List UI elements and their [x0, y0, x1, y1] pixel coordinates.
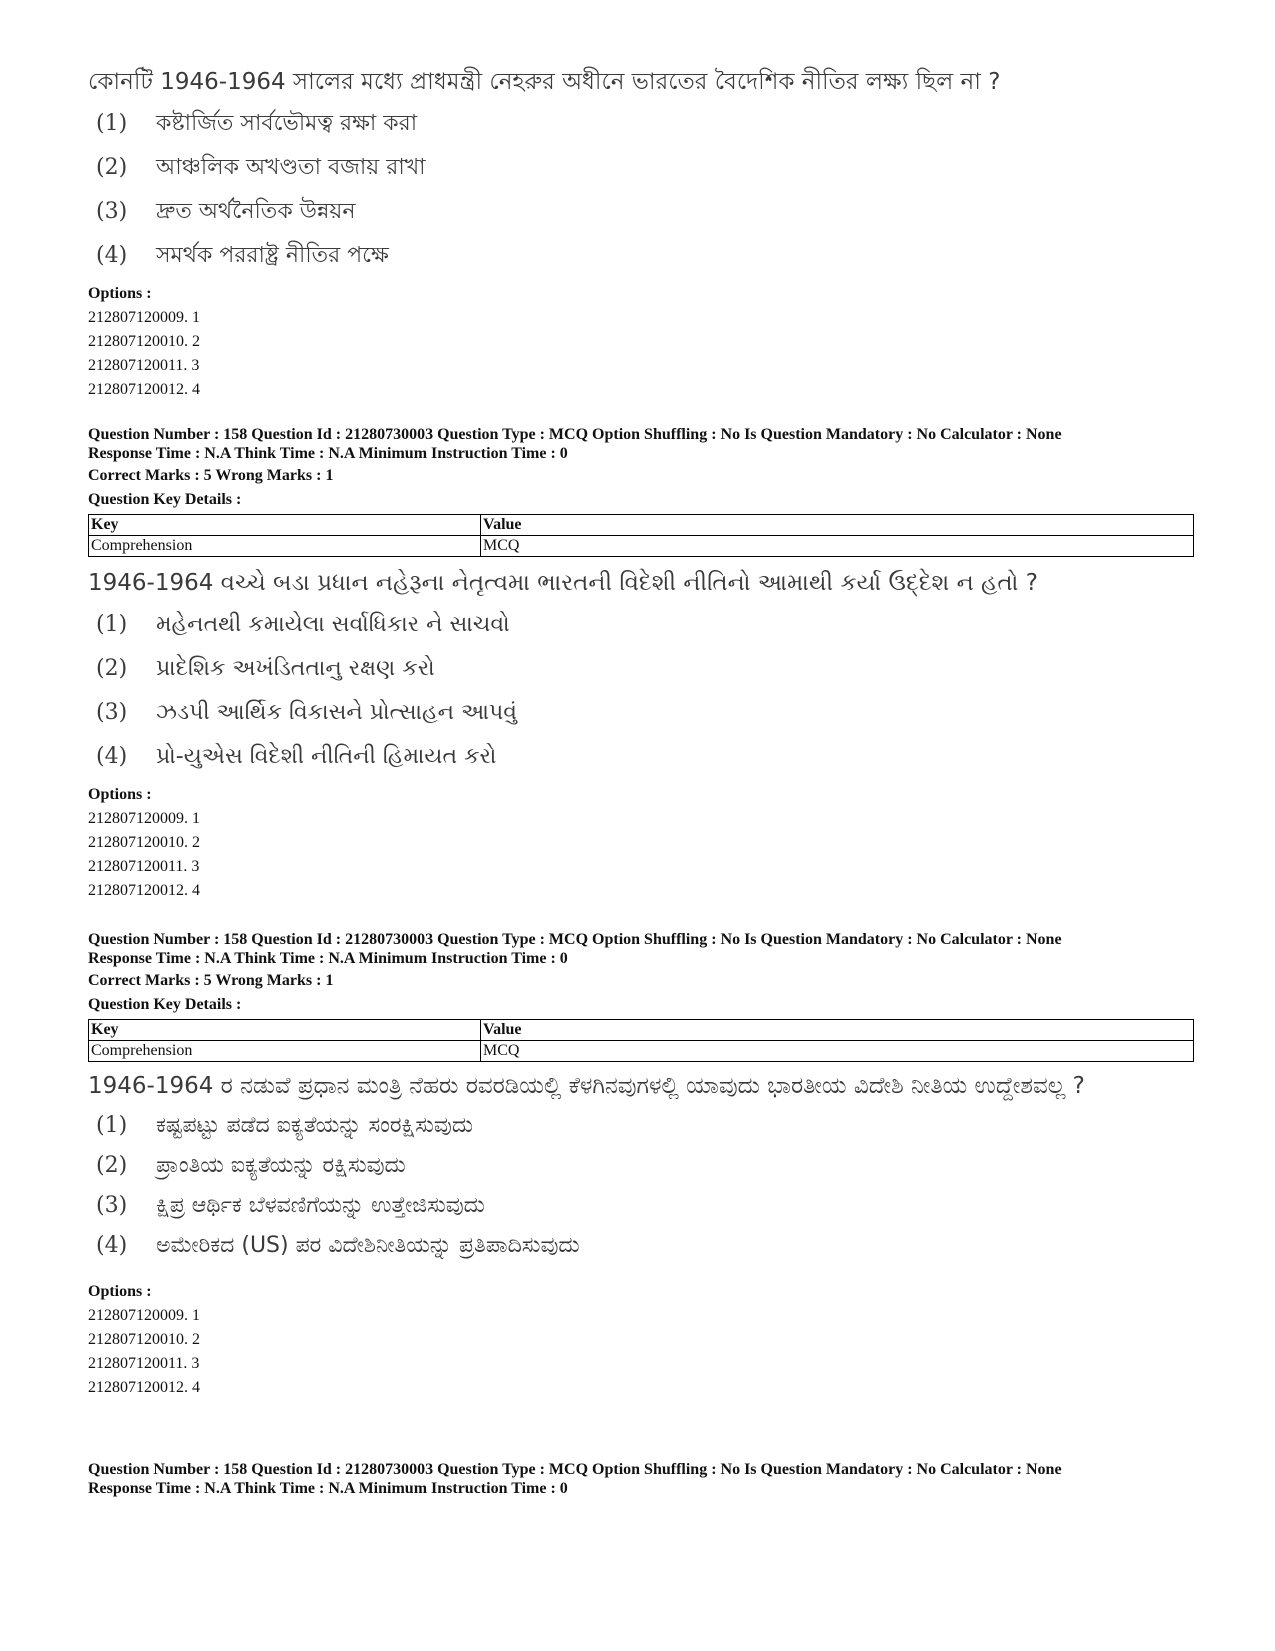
choice-number: (4) [96, 1233, 128, 1258]
choice-number: (3) [96, 1193, 128, 1218]
choice-text: ઝડપી આર્થિક વિકાસને પ્રોત્સાહન આપવું [156, 700, 517, 725]
option-id: 212807120009. 1 [88, 309, 200, 326]
option-id: 212807120011. 3 [88, 357, 200, 374]
choice-item [88, 691, 1208, 735]
table-header-row [89, 1020, 1194, 1041]
choice-number: (1) [96, 612, 128, 637]
option-id: 212807120011. 3 [88, 1355, 200, 1372]
question-meta-line: Question Number : 158 Question Id : 21280730003 Question Type : MCQ Option Shuffling : No Is Question Mandatory : No Calculator : None [88, 931, 1062, 948]
choice-text: ಕ್ಷಿಪ್ರ ಆರ್ಥಿಕ ಬೆಳವಣಿಗೆಯನ್ನು ಉತ್ತೇಜಿಸುವುದು [156, 1193, 485, 1218]
option-id: 212807120009. 1 [88, 810, 200, 827]
table-row [89, 536, 1194, 557]
choice-item [88, 234, 1208, 278]
choice-text: ಅಮೇರಿಕದ (US) ಪರ ವಿದೇಶಿನೀತಿಯನ್ನು ಪ್ರತಿಪಾದಿಸುವುದು [156, 1233, 580, 1258]
question-meta-line: Question Number : 158 Question Id : 21280730003 Question Type : MCQ Option Shuffling : No Is Question Mandatory : No Calculator : None [88, 426, 1062, 443]
choice-item [88, 146, 1208, 190]
table-header-key: Key [89, 515, 481, 536]
key-details-label: Question Key Details : [88, 996, 242, 1013]
choice-text: দ্রুত অর্থনৈতিক উন্নয়ন [156, 199, 356, 224]
choice-text: મહેનતથી કમાયેલા સર્વાધિકાર ને સાચવો [156, 612, 510, 637]
table-header-value: Value [481, 515, 1194, 536]
choice-text: ಕಷ್ಟಪಟ್ಟು ಪಡೆದ ಐಕ್ಯತೆಯನ್ನು ಸಂರಕ್ಷಿಸುವುದು [156, 1113, 474, 1138]
table-cell-value: MCQ [481, 1041, 1194, 1062]
choice-item [88, 1226, 1208, 1266]
choice-number: (1) [96, 111, 128, 136]
question-text: 1946-1964 ರ ನಡುವೆ ಪ್ರಧಾನ ಮಂತ್ರಿ ನೆಹರು ರವರಡಿಯಲ್ಲಿ ಕೆಳಗಿನವುಗಳಲ್ಲಿ ಯಾವುದು ಭಾರತೀಯ ವಿದೇಶಿ ನೀತಿಯ ಉದ್ದೇಶವಲ್ಲ ? [88, 1073, 1085, 1099]
choice-number: (2) [96, 155, 128, 180]
choice-text: আঞ্চলিক অখণ্ডতা বজায় রাখা [156, 155, 426, 180]
choice-number: (1) [96, 1113, 128, 1138]
choice-item [88, 102, 1208, 146]
option-id: 212807120009. 1 [88, 1307, 200, 1324]
question-block-gujarati [88, 425, 1208, 903]
choice-text: પ્રો-યુએસ વિદેશી નીતિની હિમાયત કરો [156, 744, 497, 769]
options-label: Options : [88, 1283, 152, 1300]
table-row [89, 1041, 1194, 1062]
choice-number: (4) [96, 744, 128, 769]
choice-list [88, 1106, 1208, 1266]
table-cell-key: Comprehension [89, 1041, 481, 1062]
table-cell-value: MCQ [481, 536, 1194, 557]
table-cell-key: Comprehension [89, 536, 481, 557]
question-text: কোনটি 1946-1964 সালের মধ্যে প্রাধমন্ত্রী নেহরুর অধীনে ভারতের বৈদেশিক নীতির লক্ষ্য ছিল না ? [88, 69, 1001, 95]
choice-item [88, 647, 1208, 691]
choice-number: (2) [96, 656, 128, 681]
choice-number: (3) [96, 700, 128, 725]
response-time-line: Response Time : N.A Think Time : N.A Minimum Instruction Time : 0 [88, 445, 568, 462]
choice-number: (3) [96, 199, 128, 224]
question-text: 1946-1964 વચ્ચે બડા પ્રધાન નહેરૂના નેતૃત્વમા ભારતની વિદેશી નીતિનો આમાથી કર્યા ઉદ્દેશ ન હતો ? [88, 570, 1038, 596]
option-id: 212807120012. 4 [88, 381, 200, 398]
response-time-line: Response Time : N.A Think Time : N.A Minimum Instruction Time : 0 [88, 950, 568, 967]
question-meta-line: Question Number : 158 Question Id : 21280730003 Question Type : MCQ Option Shuffling : No Is Question Mandatory : No Calculator : None [88, 1461, 1062, 1478]
table-header-row [89, 515, 1194, 536]
marks-line: Correct Marks : 5 Wrong Marks : 1 [88, 972, 334, 989]
table-header-key: Key [89, 1020, 481, 1041]
key-value-table [88, 514, 1194, 557]
options-label: Options : [88, 285, 152, 302]
choice-item [88, 1186, 1208, 1226]
choice-item [88, 1146, 1208, 1186]
choice-number: (4) [96, 243, 128, 268]
choice-list [88, 102, 1208, 278]
choice-item [88, 190, 1208, 234]
response-time-line: Response Time : N.A Think Time : N.A Minimum Instruction Time : 0 [88, 1480, 568, 1497]
option-id: 212807120010. 2 [88, 333, 200, 350]
question-block-bengali [88, 62, 1208, 402]
choice-item [88, 603, 1208, 647]
choice-number: (2) [96, 1153, 128, 1178]
choice-text: ಪ್ರಾಂತಿಯ ಐಕ್ಯತೆಯನ್ನು ರಕ್ಷಿಸುವುದು [156, 1153, 406, 1178]
option-id: 212807120011. 3 [88, 858, 200, 875]
choice-text: কষ্টার্জিত সার্বভৌমত্ব রক্ষা করা [156, 111, 418, 136]
choice-item [88, 1106, 1208, 1146]
table-header-value: Value [481, 1020, 1194, 1041]
choice-text: પ્રાદેશિક અખંડિતતાનુ રક્ષણ કરો [156, 656, 435, 681]
question-block-next [88, 1460, 1208, 1498]
option-id: 212807120010. 2 [88, 834, 200, 851]
option-id: 212807120012. 4 [88, 1379, 200, 1396]
choice-list [88, 603, 1208, 779]
key-value-table [88, 1019, 1194, 1062]
choice-item [88, 735, 1208, 779]
options-label: Options : [88, 786, 152, 803]
question-block-kannada [88, 930, 1208, 1400]
marks-line: Correct Marks : 5 Wrong Marks : 1 [88, 467, 334, 484]
option-id: 212807120012. 4 [88, 882, 200, 899]
choice-text: সমর্থক পররাষ্ট্র নীতির পক্ষে [156, 243, 389, 268]
option-id: 212807120010. 2 [88, 1331, 200, 1348]
key-details-label: Question Key Details : [88, 491, 242, 508]
